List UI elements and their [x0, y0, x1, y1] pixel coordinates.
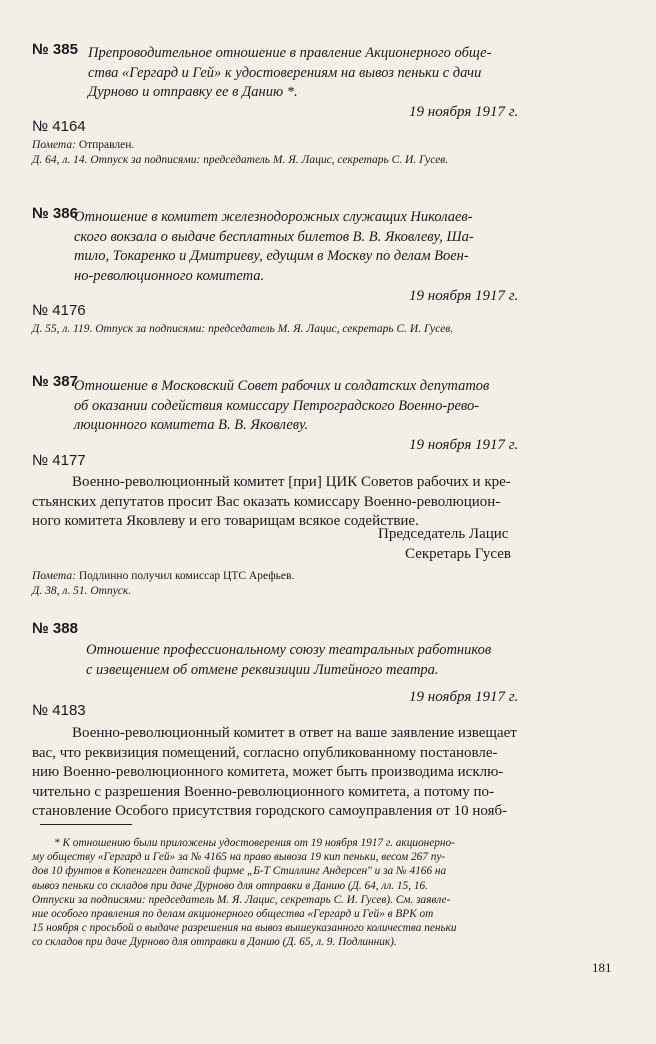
- doc-386-outgoing-number: № 4176: [32, 302, 86, 319]
- doc-388-body-line: Военно-революционный комитет в ответ на ваше заявление извещает: [72, 725, 517, 741]
- doc-385-title-line: Дурново и отправку ее в Данию *.: [88, 84, 298, 100]
- doc-386-title-line: ского вокзала о выдаче бесплатных билетов В. В. Яковлеву, Ша-: [74, 228, 474, 245]
- signature-secretary: Секретарь Гусев: [405, 546, 511, 562]
- doc-387-title-line: Отношение в Московский Совет рабочих и солдатских депутатов: [74, 378, 490, 394]
- doc-387-body-line: Военно-революционный комитет [при] ЦИК Советов рабочих и кре-: [72, 474, 511, 490]
- page-number: 181: [592, 960, 612, 975]
- doc-386-number: № 386: [32, 205, 78, 222]
- note-label: Помета:: [32, 139, 76, 151]
- doc-385-title-line: Препроводительное отношение в правление Акционерного обще-: [88, 45, 492, 61]
- doc-388-date: 19 ноября 1917 г.: [409, 689, 519, 705]
- doc-387-archive-ref: [32, 584, 131, 599]
- footnote-divider: [40, 824, 132, 825]
- doc-388-number: № 388: [32, 620, 78, 637]
- doc-386-title-line: но-революционного комитета.: [74, 267, 265, 284]
- doc-388-body-line: становление Особого присутствия городского самоуправления от 10 нояб-: [32, 803, 508, 819]
- doc-388-title-line: с извещением об отмене реквизиции Литейного театра.: [86, 661, 439, 678]
- doc-386-date: 19 ноября 1917 г.: [409, 288, 519, 304]
- footnote-line: Отпуски за подписями: председатель М. Я. Лацис, секретарь С. И. Гусев). См. заявле-: [32, 893, 451, 906]
- doc-387-title-line: об оказании содействия комиссару Петроградского Военно-рево-: [74, 397, 480, 414]
- note-text: Подлинно получил комиссар ЦТС Арефьев.: [78, 570, 295, 582]
- footnote-line: со складов при даче Дурново для отправки в Данию (Д. 65, л. 9. Подлинник).: [32, 936, 397, 949]
- doc-385-archive-ref: [32, 153, 448, 168]
- doc-387-title: [74, 377, 489, 436]
- doc-387-body-line: стьянских депутатов просит Вас оказать комиссару Военно-революцион-: [32, 493, 501, 510]
- doc-385-number: № 385: [32, 41, 78, 58]
- footnote-line: * К отношению были приложены удостоверения от 19 ноября 1917 г. акционерно-: [54, 837, 455, 849]
- doc-386-title-line: Отношение в комитет железнодорожных служащих Николаев-: [74, 209, 473, 225]
- note-text: Отправлен.: [78, 139, 135, 151]
- doc-388-title-line: Отношение профессиональному союзу театральных работников: [86, 642, 492, 658]
- signature-chairman: Председатель Лацис: [378, 526, 509, 542]
- doc-388-outgoing-number: № 4183: [32, 702, 86, 719]
- footnote-line: дов 10 фунтов в Копенгаген датской фирме „Б-Т Стиллинг Андерсен" и за № 4166 на: [32, 865, 447, 878]
- archive-ref-text: Д. 55, л. 119. Отпуск за подписями: председатель М. Я. Лацис, секретарь С. И. Гусев.: [32, 323, 454, 335]
- doc-388-body-line: чительно с разрешения Военно-революционного комитета, а потому по-: [32, 783, 495, 800]
- doc-385-date: 19 ноября 1917 г.: [409, 104, 519, 120]
- doc-385-title: [88, 44, 491, 103]
- doc-387-note: [32, 569, 294, 584]
- doc-385-outgoing-number: № 4164: [32, 118, 86, 135]
- doc-388-body-line: нию Военно-революционного комитета, может быть производима исклю-: [32, 764, 504, 780]
- footnote: [32, 836, 457, 950]
- archive-ref-text: Д. 38, л. 51. Отпуск.: [32, 585, 132, 597]
- doc-387-body-line: ного комитета Яковлеву и его товарищам всякое содействие.: [32, 513, 419, 529]
- doc-388-body: [32, 724, 517, 822]
- doc-388-title: [86, 641, 491, 680]
- archive-ref-text: Д. 64, л. 14. Отпуск за подписями: председатель М. Я. Лацис, секретарь С. И. Гусев.: [32, 154, 449, 166]
- footnote-line: вывоз пеньки со складов при даче Дурново для отправки в Данию (Д. 64, лл. 15, 16.: [32, 879, 428, 892]
- doc-385-note: [32, 138, 134, 153]
- note-label: Помета:: [32, 570, 76, 582]
- doc-387-outgoing-number: № 4177: [32, 452, 86, 469]
- doc-387-body: [32, 473, 511, 532]
- doc-387-date: 19 ноября 1917 г.: [409, 437, 519, 453]
- doc-386-title: [74, 208, 474, 286]
- doc-385-title-line: ства «Гергард и Гей» к удостоверениям на вывоз пеньки с дачи: [88, 64, 482, 81]
- footnote-line: му обществу «Гергард и Гей» за № 4165 на право вывоза 19 кип пеньки, весом 267 пу-: [32, 851, 446, 864]
- footnote-line: ние особого правления по делам акционерного общества «Гергард и Гей» в ВРК от: [32, 908, 434, 921]
- doc-386-archive-ref: [32, 322, 453, 337]
- footnote-line: 15 ноября с просьбой о выдаче разрешения на вывоз вышеуказанного количества пеньки: [32, 922, 457, 935]
- doc-387-number: № 387: [32, 373, 78, 390]
- doc-386-title-line: тило, Токаренко и Дмитриеву, едущим в Москву по делам Воен-: [74, 248, 469, 264]
- doc-387-title-line: люционного комитета В. В. Яковлеву.: [74, 417, 309, 433]
- doc-388-body-line: вас, что реквизиция помещений, согласно опубликованному постановле-: [32, 744, 498, 761]
